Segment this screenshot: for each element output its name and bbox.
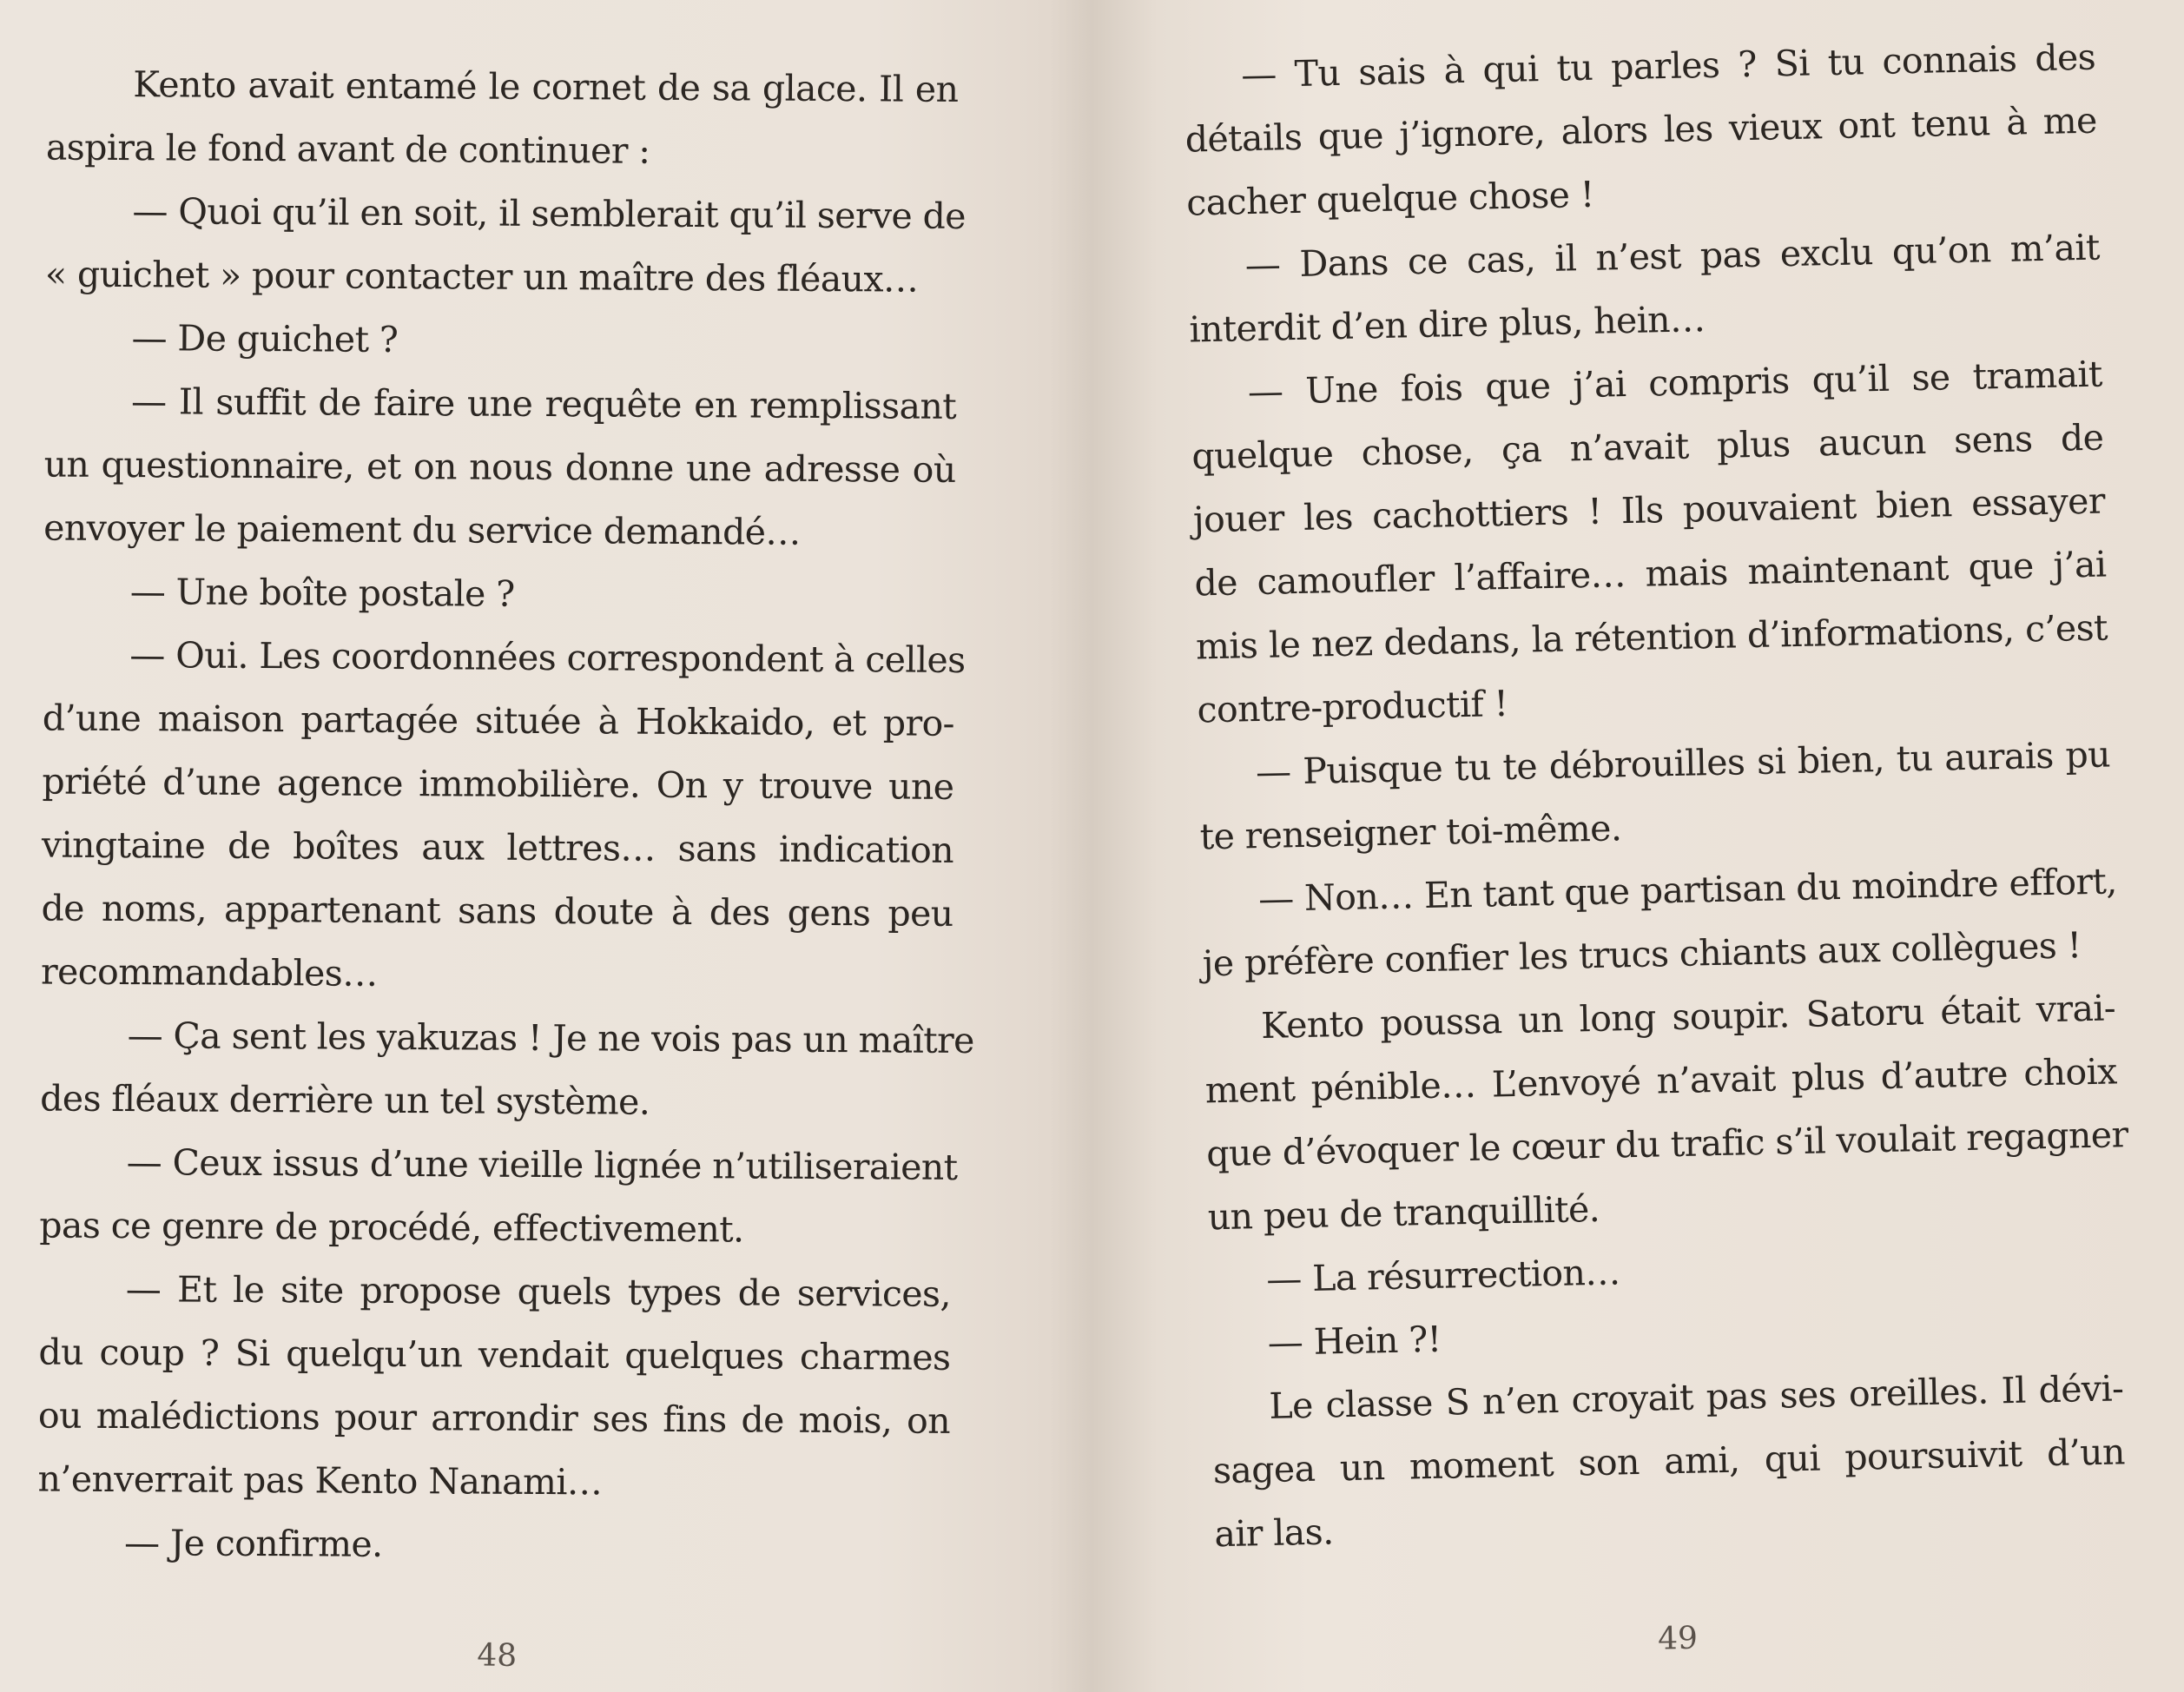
text-line: — Ça sent les yakuzas ! Je ne vois pas un maître bbox=[127, 1015, 974, 1062]
text-line: envoyer le paiement du service demandé… bbox=[43, 506, 801, 553]
text-line: ment pénible… L’envoyé n’avait plus d’autre choix bbox=[1204, 1050, 2118, 1112]
text-line: priété d’une agence immobilière. On y trouve une bbox=[42, 760, 954, 808]
text-line: de noms, appartenant sans doute à des gens peu bbox=[41, 887, 953, 935]
text-line: « guichet » pour contacter un maître des fléaux… bbox=[44, 253, 919, 301]
text-line: aspira le fond avant de continuer : bbox=[45, 126, 650, 172]
text-line: quelque chose, ça n’avait plus aucun sens de bbox=[1191, 416, 2104, 478]
text-line: — Puisque tu te débrouilles si bien, tu aurais pu bbox=[1255, 733, 2111, 794]
text-line: — Et le site propose quels types de services, bbox=[125, 1268, 952, 1315]
text-line: recommandables… bbox=[40, 950, 378, 995]
text-line: de camoufler l’affaire… mais maintenant que j’ai bbox=[1194, 543, 2107, 605]
text-line: cacher quelque chose ! bbox=[1185, 173, 1595, 224]
text-line: air las. bbox=[1213, 1510, 1334, 1556]
text-line: du coup ? Si quelqu’un vendait quelques charmes bbox=[38, 1331, 951, 1378]
text-line: interdit d’en dire plus, hein… bbox=[1188, 298, 1706, 351]
text-line: mis le nez dedans, la rétention d’informations, c’est bbox=[1195, 606, 2108, 668]
left-page bbox=[0, 0, 1091, 1692]
text-line: — Quoi qu’il en soit, il semblerait qu’il serve de bbox=[132, 190, 967, 237]
text-line: vingtaine de boîtes aux lettres… sans indication bbox=[41, 823, 954, 871]
text-line: — Il suffit de faire une requête en remplissant bbox=[130, 380, 957, 427]
text-line: pas ce genre de procédé, effectivement. bbox=[39, 1204, 744, 1251]
text-line: — Tu sais à qui tu parles ? Si tu connais des bbox=[1240, 36, 2096, 96]
text-line: que d’évoquer le cœur du trafic s’il voulait regagner bbox=[1205, 1114, 2128, 1175]
text-line: détails que j’ignore, alors les vieux ont tenu à me bbox=[1184, 99, 2098, 161]
text-line: n’enverrait pas Kento Nanami… bbox=[37, 1457, 603, 1504]
text-line: — La résurrection… bbox=[1265, 1251, 1621, 1300]
text-line: ou malédictions pour arrondir ses fins de mois, on bbox=[37, 1394, 951, 1442]
text-line: contre-productif ! bbox=[1197, 682, 1508, 731]
text-line: un peu de tranquillité. bbox=[1207, 1187, 1600, 1239]
text-line: — Dans ce cas, il n’est pas exclu qu’on m’ait bbox=[1244, 226, 2101, 287]
right-page-text bbox=[1184, 26, 2127, 1567]
text-line: — Oui. Les coordonnées correspondent à celles bbox=[129, 634, 966, 681]
text-line: jouer les cachottiers ! Ils pouvaient bien essayer bbox=[1192, 479, 2106, 541]
text-line: sagea un moment son ami, qui poursuivit d’un bbox=[1212, 1431, 2126, 1492]
text-line: — Une fois que j’ai compris qu’il se tramait bbox=[1247, 353, 2103, 413]
text-line: d’une maison partagée située à Hokkaido, et pro- bbox=[42, 697, 955, 744]
right-page bbox=[1146, 0, 2184, 1692]
text-line: Kento avait entamé le cornet de sa glace. Il en bbox=[133, 63, 959, 110]
left-page-text bbox=[37, 52, 974, 1579]
text-line: des fléaux derrière un tel système. bbox=[40, 1077, 650, 1123]
text-line: — Hein ?! bbox=[1267, 1318, 1442, 1364]
text-line: Le classe S n’en croyait pas ses oreilles. Il dévi- bbox=[1268, 1367, 2124, 1427]
text-line: — Une boîte postale ? bbox=[129, 571, 515, 615]
text-line: Kento poussa un long soupir. Satoru était vrai- bbox=[1260, 987, 2116, 1047]
text-line: — Je confirme. bbox=[123, 1522, 383, 1565]
page-number: 48 bbox=[477, 1637, 518, 1674]
text-line: un questionnaire, et on nous donne une adresse où bbox=[43, 443, 956, 491]
page-number: 49 bbox=[1657, 1620, 1699, 1657]
text-line: — De guichet ? bbox=[131, 317, 399, 360]
text-line: je préfère confier les trucs chiants aux collègues ! bbox=[1202, 924, 2082, 985]
text-line: — Ceux issus d’une vieille lignée n’utiliseraient bbox=[126, 1141, 958, 1188]
text-line: — Non… En tant que partisan du moindre effort, bbox=[1257, 860, 2118, 921]
text-line: te renseigner toi-même. bbox=[1199, 807, 1622, 858]
